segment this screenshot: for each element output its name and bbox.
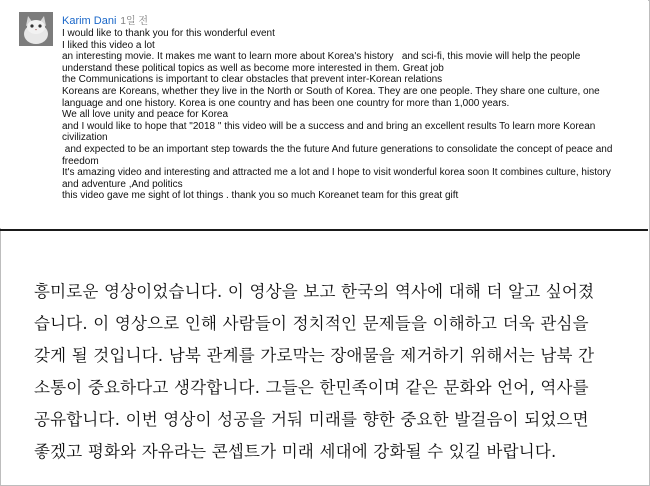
comment-line: understand these political topics as well as become more interested in them. Great job xyxy=(62,62,444,74)
section-divider xyxy=(0,229,648,231)
youtube-comment xyxy=(0,0,648,228)
korean-translation xyxy=(34,276,634,468)
translation-line: 갖게 될 것입니다. 남북 관계를 가로막는 장애물을 제거하기 위해서는 남북 간 xyxy=(34,346,595,365)
translation-line: 좋겠고 평화와 자유라는 콘셉트가 미래 세대에 강화될 수 있길 바랍니다. xyxy=(34,442,557,461)
comment-line: language and one history. Korea is one country and has been one country for more than 1,000 years. xyxy=(62,97,510,109)
comment-line: Koreans are Koreans, whether they live in the North or South of Korea. They are one people. They share one culture, one xyxy=(62,85,600,97)
comment-line: and expected to be an important step towards the the future And future generations to consolidate the concept of peace and xyxy=(62,143,613,155)
comment-meta xyxy=(62,12,148,27)
comment-line: civilization xyxy=(62,132,108,144)
comment-line: this video gave me sight of lot things . thank you so much Koreanet team for this great gift xyxy=(62,190,459,202)
translation-line: 습니다. 이 영상으로 인해 사람들이 정치적인 문제들을 이해하고 더욱 관심을 xyxy=(34,314,589,333)
comment-line: freedom xyxy=(62,155,99,167)
comment-author[interactable]: Karim Dani xyxy=(62,15,117,27)
comment-text xyxy=(62,28,622,202)
comment-line: It's amazing video and interesting and attracted me a lot and I hope to visit wonderful korea soon It combines culture, history xyxy=(62,167,611,179)
comment-line: the Communications is important to clear obstacles that prevent inter-Korean relations xyxy=(62,74,443,86)
comment-line: We all love unity and peace for Korea xyxy=(62,109,229,121)
avatar[interactable] xyxy=(19,12,53,46)
comment-line: and I would like to hope that "2018 " this video will be a success and and bring an excellent results To learn more Korean xyxy=(62,120,596,132)
translation-line: 흥미로운 영상이었습니다. 이 영상을 보고 한국의 역사에 대해 더 알고 싶어졌 xyxy=(34,282,595,301)
comment-line: I liked this video a lot xyxy=(62,39,155,51)
comment-line: I would like to thank you for this wonderful event xyxy=(62,28,275,39)
comment-line: an interesting movie. It makes me want to learn more about Korea's history and sci-fi, this movie will help the people xyxy=(62,51,581,63)
translation-line: 공유합니다. 이번 영상이 성공을 거둬 미래를 향한 중요한 발걸음이 되었으면 xyxy=(34,410,589,429)
translation-line: 소통이 중요하다고 생각합니다. 그들은 한민족이며 같은 문화와 언어, 역사를 xyxy=(34,378,589,397)
comment-time: 1일 전 xyxy=(120,16,149,27)
comment-line: and adventure ,And politics xyxy=(62,178,183,190)
